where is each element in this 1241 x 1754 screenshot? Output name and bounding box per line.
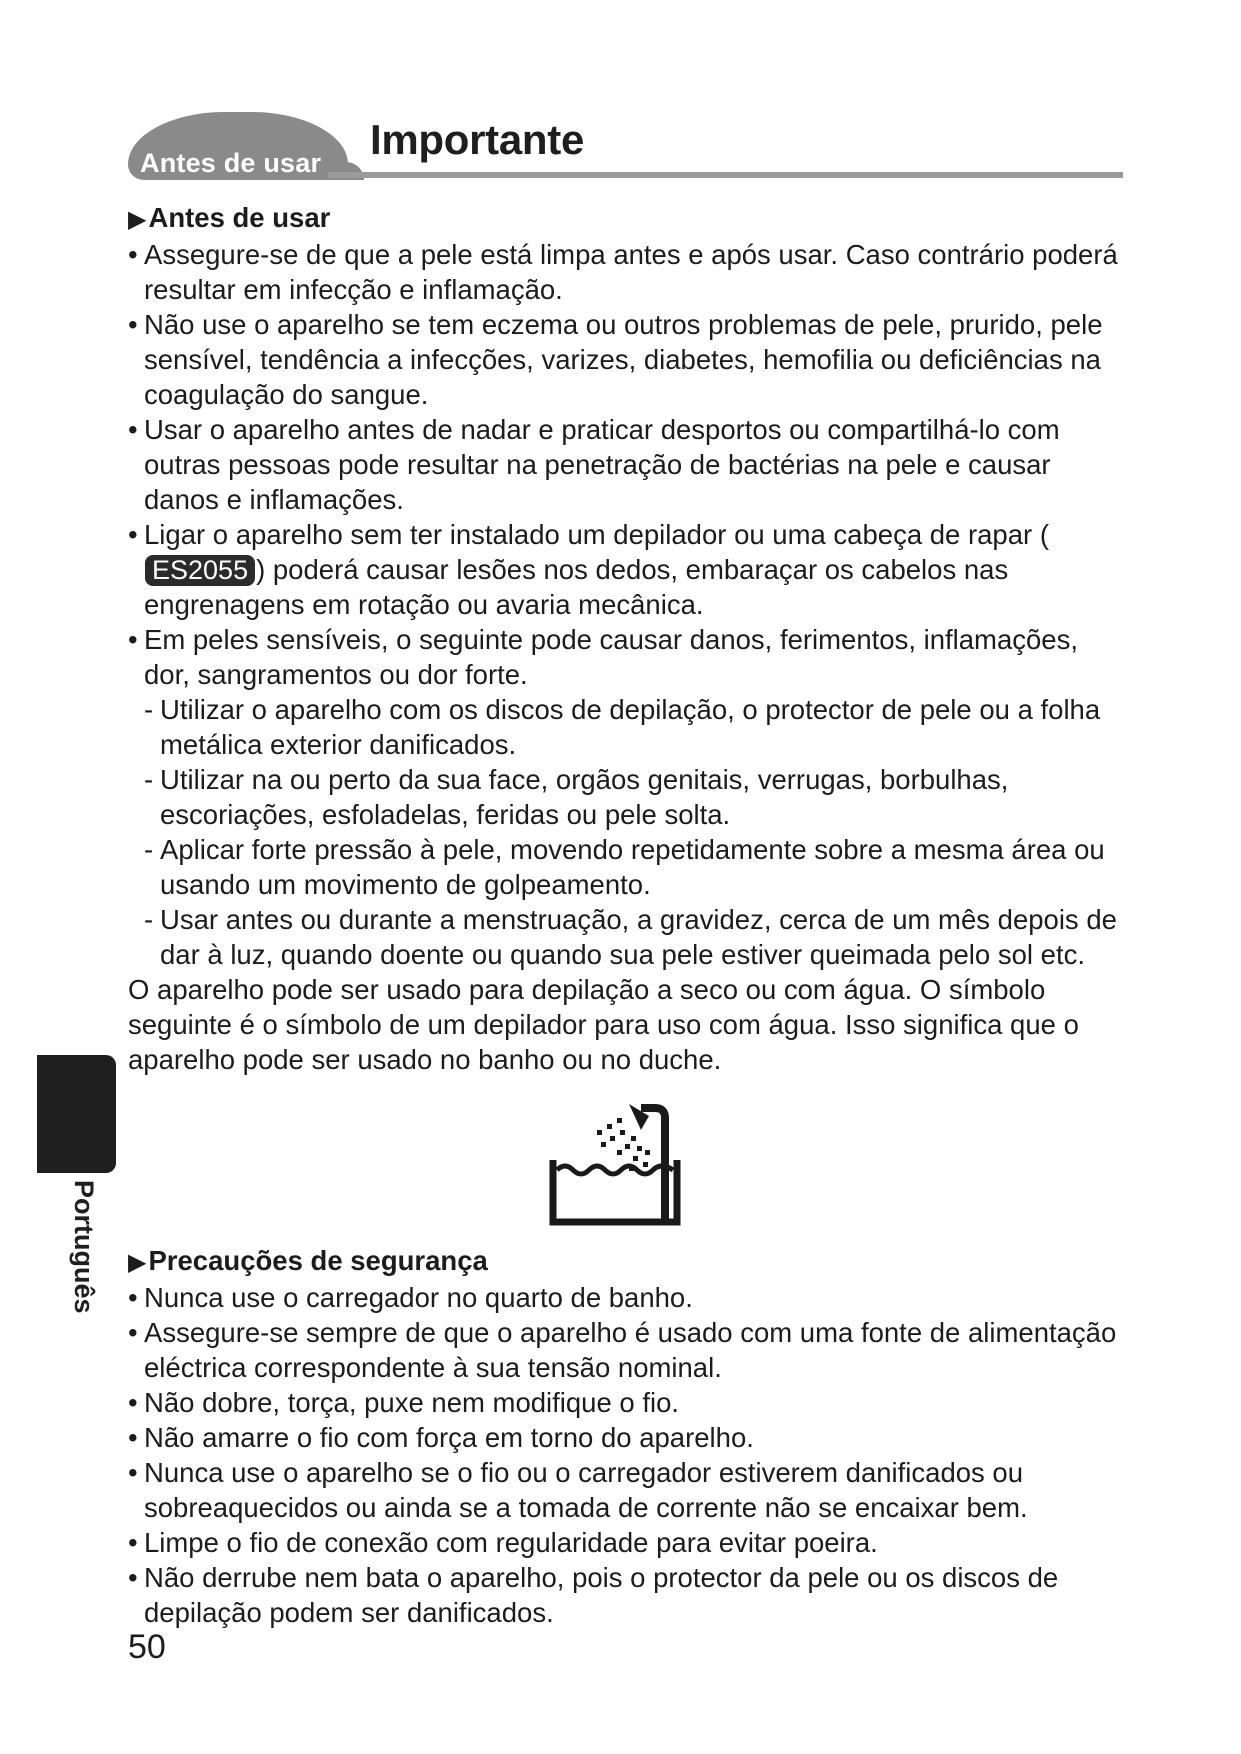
list-item-text: Ligar o aparelho sem ter instalado um depilador ou uma cabeça de rapar ( (144, 519, 1049, 550)
bullet-list (128, 237, 1128, 692)
sub-list-item: - Usar antes ou durante a menstruação, a gravidez, cerca de um mês depois de dar à luz, quando doente ou quando sua pele estiver queimada pelo sol etc. (128, 902, 1128, 972)
arrow-right-icon: ▶ (128, 206, 147, 233)
list-item: • Nunca use o carregador no quarto de banho. (128, 1280, 1128, 1315)
list-item: • Nunca use o aparelho se o fio ou o carregador estiverem danificados ou sobreaquecidos ou ainda se a tomada de corrente não se encaixar bem. (128, 1455, 1128, 1525)
list-item-text: ) poderá causar lesões nos dedos, embaraçar os cabelos nas engrenagens em rotação ou avaria mecânica. (144, 554, 1009, 620)
page-title: Importante (370, 116, 585, 163)
arrow-right-icon: ▶ (128, 1249, 147, 1276)
list-item: • Limpe o fio de conexão com regularidade para evitar poeira. (128, 1525, 1128, 1560)
sub-list-item: - Utilizar o aparelho com os discos de depilação, o protector de pele ou a folha metálica exterior danificados. (128, 692, 1128, 762)
header-rule (328, 172, 1123, 178)
page-number: 50 (128, 1628, 166, 1666)
section-title: ▶Precauções de segurança (128, 1245, 488, 1276)
list-item: • Não derrube nem bata o aparelho, pois o protector da pele ou os discos de depilação podem ser danificados. (128, 1560, 1128, 1630)
bath-shower-icon (545, 1090, 695, 1240)
model-badge: ES2055 (145, 555, 255, 586)
sub-list-item: - Aplicar forte pressão à pele, movendo repetidamente sobre a mesma área ou usando um movimento de golpeamento. (128, 832, 1128, 902)
water-use-paragraph: O aparelho pode ser usado para depilação a seco ou com água. O símbolo seguinte é o símbolo de um depilador para uso com água. Isso significa que o aparelho pode ser usado no banho ou no duche. (128, 974, 1079, 1075)
list-item: • Em peles sensíveis, o seguinte pode causar danos, ferimentos, inflamações, dor, sangramentos ou dor forte. (128, 622, 1128, 692)
section-antes-de-usar (128, 200, 1128, 1077)
sub-list-item: - Utilizar na ou perto da sua face, orgãos genitais, verrugas, borbulhas, escoriações, esfoladelas, feridas ou pele solta. (128, 762, 1128, 832)
list-item: • Assegure-se de que a pele está limpa antes e após usar. Caso contrário poderá resultar em infecção e inflamação. (128, 237, 1128, 307)
section-header (128, 108, 1123, 182)
list-item: • Usar o aparelho antes de nadar e praticar desportos ou compartilhá-lo com outras pessoas pode resultar na penetração de bactérias na pele e causar danos e inflamações. (128, 412, 1128, 517)
sub-list (128, 692, 1128, 972)
language-tab-marker (37, 1055, 116, 1173)
bullet-list (128, 1280, 1128, 1630)
section-precaucoes (128, 1243, 1128, 1630)
list-item: • Não dobre, torça, puxe nem modifique o fio. (128, 1385, 1128, 1420)
section-title: ▶Antes de usar (128, 202, 331, 233)
header-tab: Antes de usar (128, 112, 348, 180)
list-item: • Não use o aparelho se tem eczema ou outros problemas de pele, prurido, pele sensível, tendência a infecções, varizes, diabetes, hemofilia ou deficiências na coagulação do sangue. (128, 307, 1128, 412)
language-label: Português (69, 1180, 99, 1314)
list-item (128, 517, 1128, 622)
list-item: • Assegure-se sempre de que o aparelho é usado com uma fonte de alimentação eléctrica correspondente à sua tensão nominal. (128, 1315, 1128, 1385)
list-item: • Não amarre o fio com força em torno do aparelho. (128, 1420, 1128, 1455)
